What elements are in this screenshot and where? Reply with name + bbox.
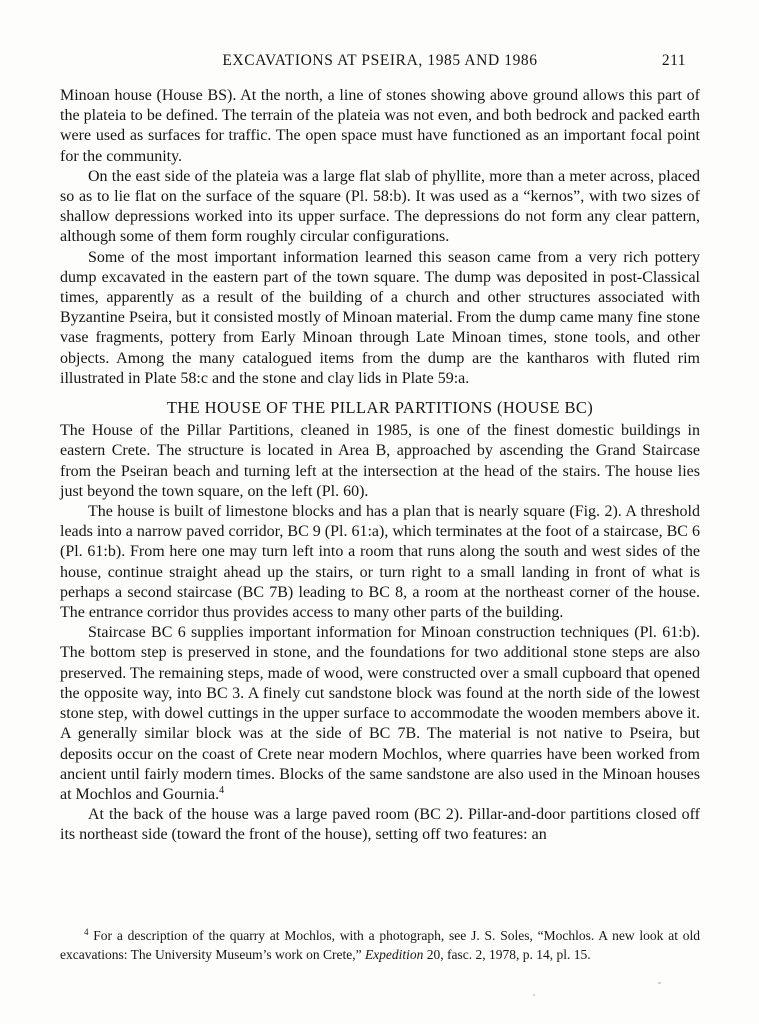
footnote-journal-title: Expedition: [364, 946, 424, 962]
footnote-text: [60, 927, 700, 964]
footnote-reference: 4: [219, 784, 225, 796]
footnote-text-after-italic: 20, fasc. 2, 1978, p. 14, pl. 15.: [423, 946, 591, 962]
footnote-marker: 4: [84, 927, 89, 937]
body-text: [60, 86, 700, 846]
paragraph-staircase: [60, 623, 700, 805]
running-head: [60, 52, 700, 74]
running-head-title: EXCAVATIONS AT PSEIRA, 1985 AND 1986: [222, 52, 538, 69]
paragraph-back-room: At the back of the house was a large paved room (BC 2). Pillar-and-door partitions closed off its northeast side (toward the front of the house), setting off two features: an: [60, 806, 700, 844]
paragraph-minoan-house: Minoan house (House BS). At the north, a line of stones showing above ground allows this part of the plateia to be defined. The terrain of the plateia was not even, and both bedrock and packed earth were used as surfaces for traffic. The open space must have functioned as an important focal point for the community.: [60, 87, 700, 165]
scan-speck: [658, 982, 661, 984]
footnote: [60, 927, 700, 964]
scan-speck: [533, 994, 535, 996]
paragraph-house-intro: The House of the Pillar Partitions, cleaned in 1985, is one of the finest domestic buildings in eastern Crete. The structure is located in Area B, approached by ascending the Grand Staircase from the Pseiran beach and turning left at the intersection at the head of the stairs. The house lies just beyond the town square, on the left (Pl. 60).: [60, 422, 700, 500]
page-number: 211: [661, 52, 686, 69]
paragraph-kernos-slab: On the east side of the plateia was a large flat slab of phyllite, more than a meter across, placed so as to lie flat on the surface of the square (Pl. 58:b). It was used as a “kernos”, with two sizes of shallow depressions worked into its upper surface. The depressions do not form any clear pattern, although some of them form roughly circular configurations.: [60, 167, 700, 246]
paragraph-staircase-text: Staircase BC 6 supplies important information for Minoan construction techniques (Pl. 61:b). The bottom step is preserved in stone, and the foundations for two additional stone steps are also preserved. The remaining steps, made of wood, were constructed over a small cupboard that opened the opposite way, into BC 3. A finely cut sandstone block was found at the north side of the lowest stone step, with dowel cuttings in the upper surface to accommodate the wooden members above it. A generally similar block was at the side of BC 7B. The material is not native to Pseira, but deposits occur on the coast of Crete near modern Mochlos, where quarries have been worked from ancient until fairly modern times. Blocks of the same sandstone are also used in the Minoan houses at Mochlos and Gournia.: [60, 624, 700, 803]
paragraph-pottery-dump: Some of the most important information learned this season came from a very rich pottery dump excavated in the eastern part of the town square. The dump was deposited in post-Classical times, apparently as a result of the building of a church and other structures associated with Byzantine Pseira, but it consisted mostly of Minoan material. From the dump came many fine stone vase fragments, pottery from Early Minoan through Late Minoan times, stone tools, and other objects. Among the many catalogued items from the dump are the kantharos with fluted rim illustrated in Plate 58:c and the stone and clay lids in Plate 59:a.: [60, 248, 700, 387]
paragraph-house-plan: The house is built of limestone blocks and has a plan that is nearly square (Fig. 2). A threshold leads into a narrow paved corridor, BC 9 (Pl. 61:a), which terminates at the foot of a staircase, BC 6 (Pl. 61:b). From here one may turn left into a room that runs along the south and west sides of the house, continue straight ahead up the stairs, or turn right to a small landing in front of what is perhaps a second staircase (BC 7B) leading to BC 8, a room at the northeast corner of the house. The entrance corridor thus provides access to many other parts of the building.: [60, 503, 700, 622]
footnote-text-before-italic: For a description of the quarry at Mochlos, with a photograph, see J. S. Soles, “Mochlos. A new look at old excavations: The University Museum’s work on Crete,”: [60, 928, 700, 962]
section-heading: THE HOUSE OF THE PILLAR PARTITIONS (HOUSE BC): [166, 398, 594, 418]
